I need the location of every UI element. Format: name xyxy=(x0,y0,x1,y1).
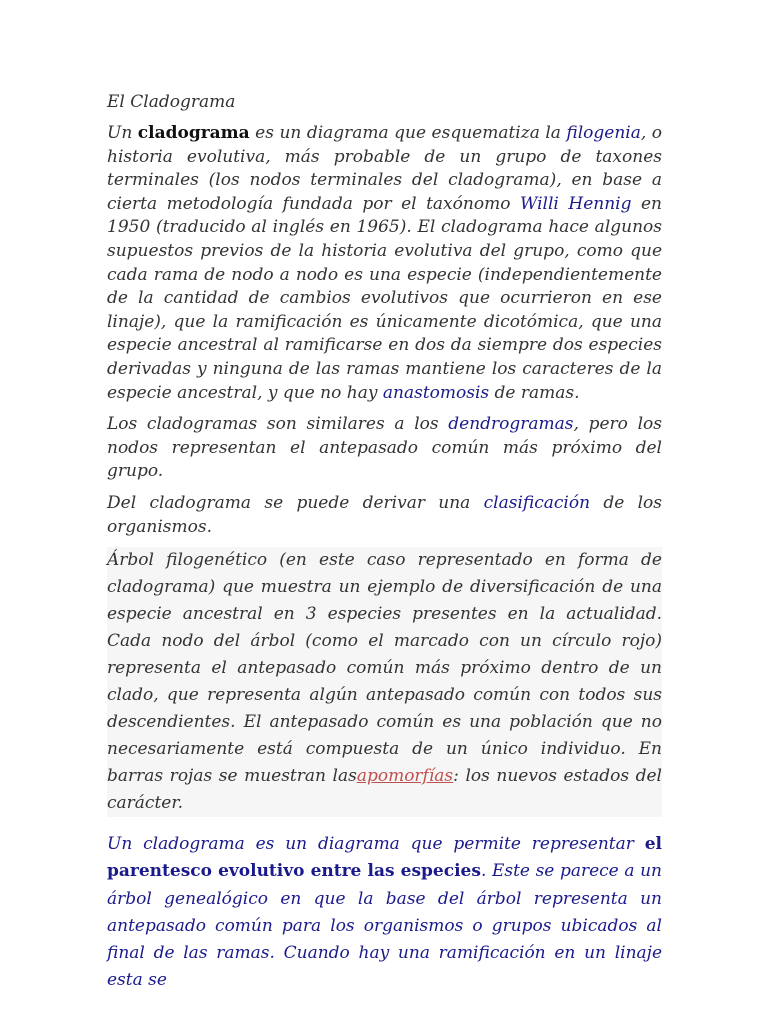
link-dendrogramas[interactable]: dendrogramas xyxy=(448,414,574,435)
paragraph-parentesco xyxy=(107,831,662,994)
text-run: Un xyxy=(107,123,138,143)
paragraph-clasificacion xyxy=(107,492,662,539)
bold-term-cladograma: cladograma xyxy=(137,123,250,143)
link-filogenia[interactable]: filogenia xyxy=(566,123,641,143)
text-run: en 1950 (traducido al inglés en 1965). El cladograma hace algunos supuestos previos de la historia evolutiva del grupo, como que cada rama de nodo a nodo es una especie (independientemente de la cantidad de cambios evolutivos que ocurrieron en ese linaje), que la ramificación es únicamente dicotómica, que una especie ancestral al ramificarse en dos da siempre dos especies derivadas y ninguna de las ramas mantiene los caracteres de la especie ancestral, y que no hay xyxy=(107,193,662,403)
text-run: Árbol filogenético (en este caso representado en forma de cladograma) que muestra un ejemplo de diversificación de una especie ancestral en 3 especies presentes en la actualidad. Cada nodo del árbol (como el marcado con un círculo rojo) representa el antepasado común más próximo dentro de un clado, que representa algún antepasado común con todos sus descendientes. El antepasado común es una población que no necesariamente está compuesta de un único individuo. En barras rojas se muestran las xyxy=(107,550,662,787)
link-clasificacion[interactable]: clasificación xyxy=(483,492,591,513)
text-run: , pero los nodos representan el antepasado común más próximo del grupo. xyxy=(107,414,662,482)
text-run: Los cladogramas son similares a los xyxy=(107,414,449,435)
document-title: El Cladograma xyxy=(107,92,236,112)
paragraph-definition xyxy=(107,122,662,405)
text-run: Del cladograma se puede derivar una xyxy=(107,492,484,513)
link-willi-hennig[interactable]: Willi Hennig xyxy=(519,193,632,214)
text-run: es un diagrama que esquematiza la xyxy=(249,123,567,143)
text-run: : los nuevos estados del carácter. xyxy=(107,766,662,814)
text-run: . Este se parece a un árbol genealógico en que la base del árbol representa un antepasado común para los organismos o grupos ubicados al final de las ramas. Cuando hay una ramificación en un linaje esta se xyxy=(107,861,662,991)
text-run: de ramas. xyxy=(489,382,580,403)
document-page xyxy=(107,88,662,1002)
text-run: de los organismos. xyxy=(107,492,662,537)
link-anastomosis[interactable]: anastomosis xyxy=(382,382,490,403)
text-run: Un cladograma es un diagrama que permite representar xyxy=(107,834,645,855)
text-run: , o historia evolutiva, más probable de un grupo de taxones terminales (los nodos terminales del cladograma), en base a cierta metodología fundada por el taxónomo xyxy=(107,123,662,214)
paragraph-dendrogramas xyxy=(107,413,662,484)
link-apomorfias[interactable]: apomorfías xyxy=(356,766,454,787)
figure-caption xyxy=(107,547,662,817)
bold-term-parentesco: el parentesco evolutivo entre las especies xyxy=(107,834,662,882)
